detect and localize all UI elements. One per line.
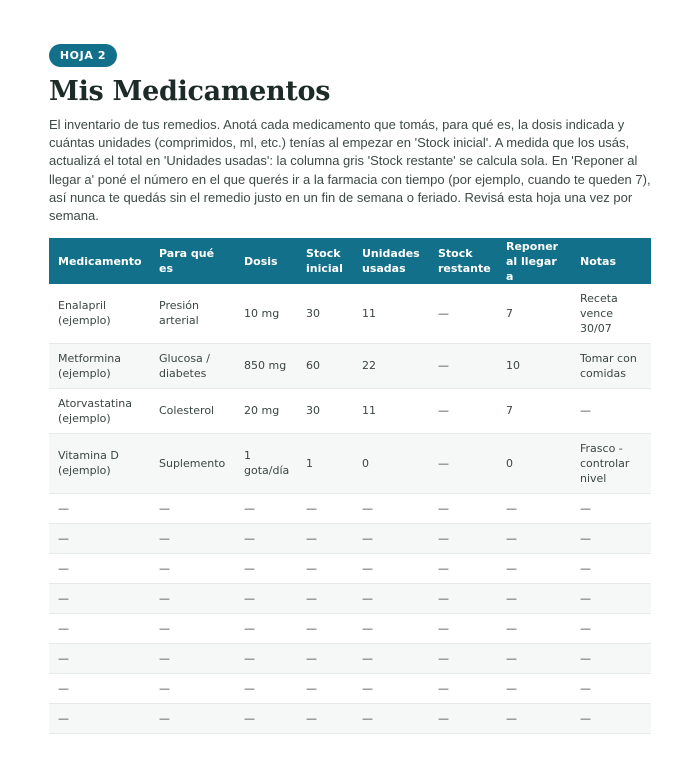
- cell-dosis[interactable]: —: [235, 673, 297, 703]
- cell-medicamento[interactable]: —: [49, 583, 150, 613]
- cell-unidades-usadas[interactable]: —: [353, 643, 429, 673]
- table-row: [49, 343, 651, 388]
- col-header-stock-inicial: Stock inicial: [306, 247, 343, 275]
- cell-stock-inicial[interactable]: —: [297, 493, 353, 523]
- cell-stock-restante: —: [429, 388, 497, 433]
- table-row: [49, 388, 651, 433]
- cell-stock-inicial[interactable]: —: [297, 553, 353, 583]
- cell-para-que-es[interactable]: —: [150, 553, 235, 583]
- cell-medicamento[interactable]: —: [49, 523, 150, 553]
- cell-medicamento[interactable]: Vitamina D (ejemplo): [49, 433, 150, 493]
- cell-para-que-es[interactable]: —: [150, 703, 235, 733]
- col-header-reponer: Reponer al llegar a: [506, 239, 559, 283]
- cell-unidades-usadas[interactable]: —: [353, 553, 429, 583]
- cell-para-que-es[interactable]: Presión arterial: [150, 284, 235, 343]
- cell-medicamento[interactable]: —: [49, 493, 150, 523]
- intro-paragraph: El inventario de tus remedios. Anotá cada medicamento que tomás, para qué es, la dosis indicada y cuántas unidades (comprimidos, ml, etc.) tenías al empezar en 'Stock inicial'. A medida que los usás, actualizá el total en 'Unidades usadas': la columna gris 'Stock restante' se calcula sola. En 'Reponer al llegar a' poné el número en el que querés ir a la farmacia con tiempo (por ejemplo, cuando te queden 7), así nunca te quedás sin el remedio justo en un fin de semana o feriado. Revisá esta hoja una vez por semana.: [49, 117, 651, 224]
- cell-unidades-usadas[interactable]: 11: [353, 284, 429, 343]
- cell-reponer[interactable]: —: [497, 703, 571, 733]
- cell-reponer[interactable]: 7: [497, 284, 571, 343]
- cell-dosis[interactable]: —: [235, 553, 297, 583]
- cell-para-que-es[interactable]: Glucosa / diabetes: [150, 343, 235, 388]
- cell-para-que-es[interactable]: —: [150, 613, 235, 643]
- cell-medicamento[interactable]: Enalapril (ejemplo): [49, 284, 150, 343]
- cell-stock-restante: —: [429, 343, 497, 388]
- cell-para-que-es[interactable]: —: [150, 523, 235, 553]
- cell-reponer[interactable]: —: [497, 673, 571, 703]
- table-row: [49, 703, 651, 733]
- cell-unidades-usadas[interactable]: —: [353, 613, 429, 643]
- cell-unidades-usadas[interactable]: 0: [353, 433, 429, 493]
- cell-unidades-usadas[interactable]: —: [353, 703, 429, 733]
- col-header-stock-restante: Stock restante: [438, 247, 491, 275]
- cell-notas[interactable]: —: [571, 613, 651, 643]
- cell-stock-restante: —: [429, 284, 497, 343]
- cell-stock-restante: —: [429, 703, 497, 733]
- cell-notas[interactable]: —: [571, 673, 651, 703]
- cell-dosis[interactable]: —: [235, 583, 297, 613]
- cell-stock-restante: —: [429, 493, 497, 523]
- page-title: Mis Medicamentos: [49, 76, 331, 107]
- cell-reponer[interactable]: —: [497, 583, 571, 613]
- cell-medicamento[interactable]: —: [49, 613, 150, 643]
- cell-notas[interactable]: —: [571, 493, 651, 523]
- cell-stock-inicial[interactable]: —: [297, 523, 353, 553]
- cell-stock-inicial[interactable]: —: [297, 613, 353, 643]
- cell-stock-restante: —: [429, 433, 497, 493]
- cell-reponer[interactable]: —: [497, 613, 571, 643]
- cell-medicamento[interactable]: Atorvastatina (ejemplo): [49, 388, 150, 433]
- cell-dosis[interactable]: 1 gota/día: [235, 433, 297, 493]
- cell-reponer[interactable]: —: [497, 523, 571, 553]
- cell-reponer[interactable]: —: [497, 493, 571, 523]
- cell-reponer[interactable]: 0: [497, 433, 571, 493]
- cell-medicamento[interactable]: —: [49, 643, 150, 673]
- cell-notas[interactable]: —: [571, 643, 651, 673]
- table-row: [49, 553, 651, 583]
- table-row: [49, 583, 651, 613]
- cell-dosis[interactable]: —: [235, 613, 297, 643]
- cell-stock-restante: —: [429, 553, 497, 583]
- cell-stock-inicial[interactable]: —: [297, 583, 353, 613]
- table-row: [49, 523, 651, 553]
- cell-unidades-usadas[interactable]: 22: [353, 343, 429, 388]
- cell-stock-restante: —: [429, 673, 497, 703]
- cell-reponer[interactable]: 7: [497, 388, 571, 433]
- cell-stock-inicial[interactable]: —: [297, 673, 353, 703]
- cell-notas[interactable]: —: [571, 388, 651, 433]
- cell-dosis[interactable]: —: [235, 493, 297, 523]
- cell-dosis[interactable]: —: [235, 703, 297, 733]
- cell-stock-restante: —: [429, 583, 497, 613]
- cell-dosis[interactable]: —: [235, 523, 297, 553]
- cell-unidades-usadas[interactable]: —: [353, 583, 429, 613]
- cell-stock-inicial[interactable]: 60: [297, 343, 353, 388]
- col-header-medicamento: Medicamento: [58, 254, 142, 268]
- col-header-notas: Notas: [580, 254, 616, 268]
- cell-medicamento[interactable]: —: [49, 553, 150, 583]
- table-header-row: [49, 238, 651, 284]
- cell-para-que-es[interactable]: —: [150, 583, 235, 613]
- cell-medicamento[interactable]: Metformina (ejemplo): [49, 343, 150, 388]
- col-header-unidades-usadas: Unidades usadas: [362, 247, 420, 275]
- cell-notas[interactable]: Receta vence 30/07: [571, 284, 651, 343]
- cell-dosis[interactable]: 850 mg: [235, 343, 297, 388]
- cell-stock-inicial[interactable]: —: [297, 643, 353, 673]
- cell-notas[interactable]: Tomar con comidas: [571, 343, 651, 388]
- cell-notas[interactable]: —: [571, 553, 651, 583]
- cell-reponer[interactable]: 10: [497, 343, 571, 388]
- cell-notas[interactable]: —: [571, 583, 651, 613]
- col-header-dosis: Dosis: [244, 254, 278, 268]
- sheet-badge: HOJA 2: [49, 44, 117, 67]
- medications-table: [49, 238, 651, 734]
- cell-para-que-es[interactable]: —: [150, 673, 235, 703]
- cell-stock-inicial[interactable]: —: [297, 703, 353, 733]
- cell-notas[interactable]: —: [571, 523, 651, 553]
- table-row: [49, 433, 651, 493]
- cell-unidades-usadas[interactable]: —: [353, 493, 429, 523]
- cell-reponer[interactable]: —: [497, 643, 571, 673]
- table-row: [49, 613, 651, 643]
- cell-para-que-es[interactable]: Suplemento: [150, 433, 235, 493]
- cell-unidades-usadas[interactable]: 11: [353, 388, 429, 433]
- cell-stock-restante: —: [429, 613, 497, 643]
- cell-para-que-es[interactable]: —: [150, 493, 235, 523]
- cell-reponer[interactable]: —: [497, 553, 571, 583]
- cell-unidades-usadas[interactable]: —: [353, 523, 429, 553]
- cell-stock-restante: —: [429, 523, 497, 553]
- table-row: [49, 673, 651, 703]
- cell-medicamento[interactable]: —: [49, 703, 150, 733]
- cell-stock-restante: —: [429, 643, 497, 673]
- table-row: [49, 284, 651, 343]
- cell-notas[interactable]: Frasco - controlar nivel: [571, 433, 651, 493]
- cell-stock-inicial[interactable]: 1: [297, 433, 353, 493]
- col-header-para-que-es: Para qué es: [159, 247, 215, 275]
- cell-para-que-es[interactable]: —: [150, 643, 235, 673]
- table-row: [49, 493, 651, 523]
- cell-para-que-es[interactable]: Colesterol: [150, 388, 235, 433]
- cell-stock-inicial[interactable]: 30: [297, 284, 353, 343]
- cell-dosis[interactable]: 10 mg: [235, 284, 297, 343]
- cell-dosis[interactable]: —: [235, 643, 297, 673]
- cell-notas[interactable]: —: [571, 703, 651, 733]
- cell-unidades-usadas[interactable]: —: [353, 673, 429, 703]
- table-row: [49, 643, 651, 673]
- cell-medicamento[interactable]: —: [49, 673, 150, 703]
- cell-dosis[interactable]: 20 mg: [235, 388, 297, 433]
- cell-stock-inicial[interactable]: 30: [297, 388, 353, 433]
